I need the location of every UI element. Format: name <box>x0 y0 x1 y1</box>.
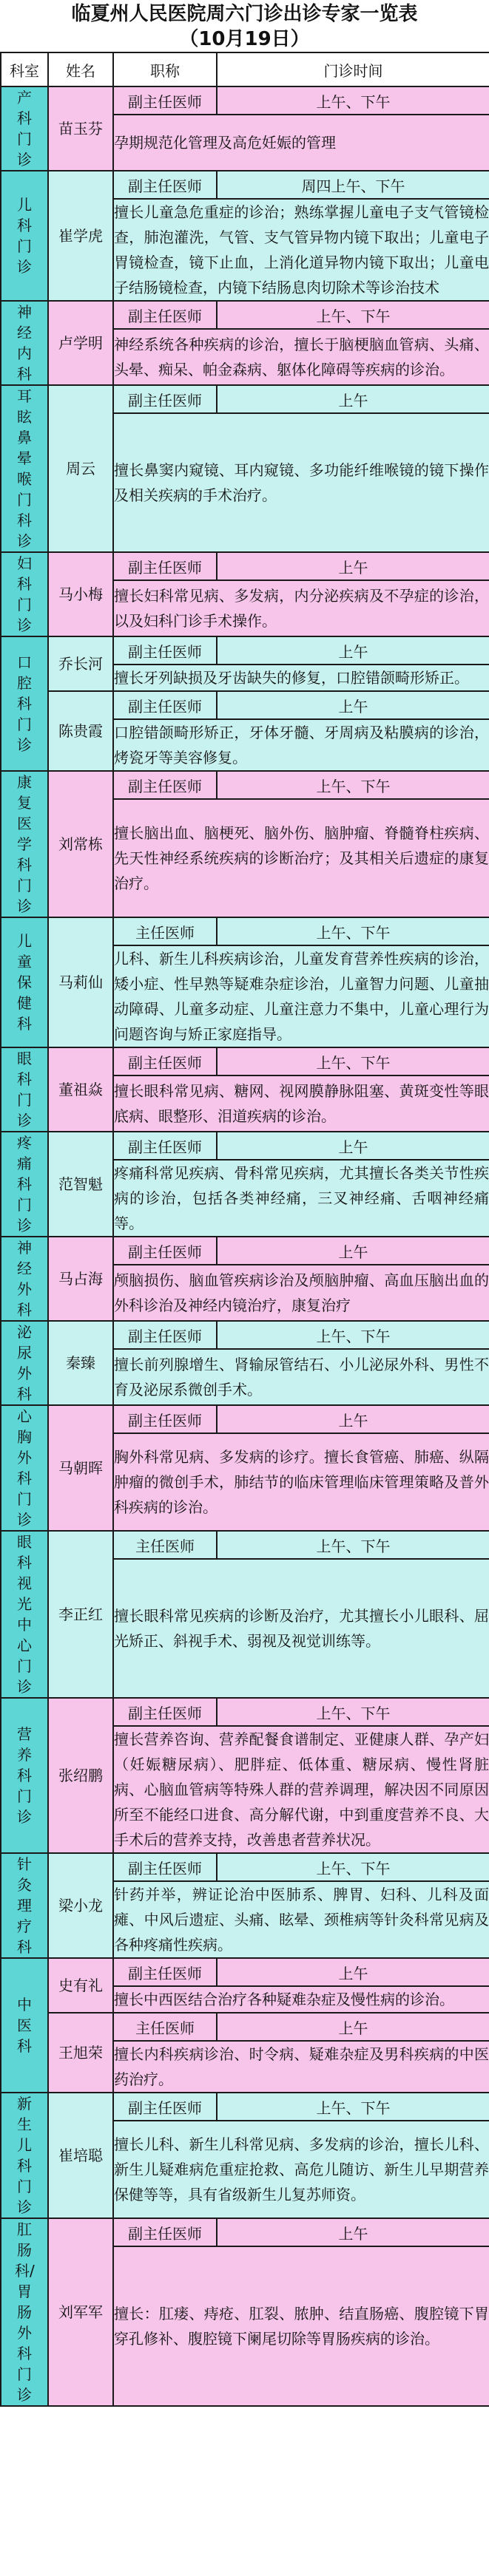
table-row <box>1 1531 489 1559</box>
doctor-title: 副主任医师 <box>113 2093 217 2121</box>
schedule-table <box>0 52 489 2407</box>
doctor-name: 秦臻 <box>48 1321 113 1405</box>
specialty-description: 擅长眼科常见病、糖网、视网膜静脉阻塞、黄斑变性等眼底病、眼整形、泪道疾病的诊治。 <box>113 1075 489 1132</box>
table-header-row <box>1 52 489 86</box>
dept-cell <box>1 1405 48 1531</box>
dept-cell <box>1 171 48 301</box>
dept-cell <box>1 1132 48 1237</box>
dept-label: 口腔科门诊 <box>17 653 32 754</box>
doctor-title: 副主任医师 <box>113 1321 217 1349</box>
dept-cell <box>1 1321 48 1405</box>
doctor-title: 副主任医师 <box>113 385 217 413</box>
doctor-title: 副主任医师 <box>113 1405 217 1433</box>
clinic-time: 上午 <box>217 691 489 719</box>
doctor-name: 马小梅 <box>48 552 113 636</box>
table-row <box>1 1853 489 1881</box>
dept-cell <box>1 552 48 636</box>
doctor-name: 马莉仙 <box>48 917 113 1047</box>
dept-label: 中医科 <box>17 1996 32 2055</box>
dept-label: 疼痛科门诊 <box>17 1134 32 1234</box>
doctor-name: 董祖焱 <box>48 1047 113 1132</box>
doctor-name: 王旭荣 <box>48 2013 113 2093</box>
table-row <box>1 771 489 799</box>
specialty-description: 儿科、新生儿科疾病诊治，儿童发育营养性疾病的诊治，矮小症、性早熟等疑难杂症诊治，儿童智力问题、儿童抽动障碍、儿童多动症、儿童注意力不集中，儿童心理行为问题咨询与矫正家庭指导。 <box>113 945 489 1047</box>
clinic-time: 上午 <box>217 552 489 580</box>
specialty-description: 神经系统各种疾病的诊治，擅长于脑梗脑血管病、头痛、头晕、痴呆、帕金森病、躯体化障碍等疾病的诊治。 <box>113 329 489 385</box>
specialty-description: 孕期规范化管理及高危妊娠的管理 <box>113 115 489 171</box>
doctor-name: 梁小龙 <box>48 1853 113 1958</box>
doctor-title: 副主任医师 <box>113 636 217 665</box>
col-header-dept: 科室 <box>1 52 48 86</box>
doctor-name: 刘军军 <box>48 2218 113 2406</box>
dept-label: 儿科门诊 <box>17 196 32 276</box>
doctor-name: 马占海 <box>48 1237 113 1321</box>
doctor-title: 副主任医师 <box>113 171 217 199</box>
table-row <box>1 2218 489 2246</box>
dept-label: 产科门诊 <box>17 89 32 169</box>
clinic-time: 上午 <box>217 1132 489 1160</box>
doctor-name: 刘常栋 <box>48 771 113 917</box>
doctor-title: 副主任医师 <box>113 552 217 580</box>
specialty-description: 擅长眼科常见疾病的诊断及治疗，尤其擅长小儿眼科、屈光矫正、斜视手术、弱视及视觉训练等。 <box>113 1559 489 1698</box>
dept-label: 眼科门诊 <box>17 1050 32 1129</box>
doctor-title: 副主任医师 <box>113 86 217 115</box>
specialty-description: 擅长妇科常见病、多发病，内分泌疾病及不孕症的诊治，以及妇科门诊手术操作。 <box>113 580 489 636</box>
table-row <box>1 2013 489 2041</box>
dept-label: 泌尿外科 <box>17 1323 32 1403</box>
clinic-time: 上午 <box>217 2013 489 2041</box>
table-row <box>1 1047 489 1075</box>
dept-cell <box>1 1531 48 1698</box>
table-row <box>1 917 489 945</box>
table-row <box>1 552 489 580</box>
dept-label: 针灸理疗科 <box>17 1855 32 1956</box>
specialty-description: 擅长儿科、新生儿科常见病、多发病的诊治，擅长儿科、新生儿疑难病危重症抢救、高危儿随访、新生儿早期营养保健等等，具有省级新生儿复苏师资。 <box>113 2121 489 2218</box>
specialty-description: 擅长牙列缺损及牙齿缺失的修复，口腔错颌畸形矫正。 <box>113 665 489 691</box>
col-header-name: 姓名 <box>48 52 113 86</box>
dept-label: 营养科门诊 <box>17 1725 32 1826</box>
doctor-name: 陈贵霞 <box>48 691 113 771</box>
page-title: 临夏州人民医院周六门诊出诊专家一览表 <box>71 3 418 25</box>
dept-cell <box>1 1853 48 1958</box>
dept-cell <box>1 86 48 171</box>
doctor-name: 崔培聪 <box>48 2093 113 2218</box>
dept-cell <box>1 2218 48 2406</box>
clinic-time: 上午 <box>217 1237 489 1265</box>
specialty-description: 擅长：肛瘘、痔疮、肛裂、脓肿、结直肠癌、腹腔镜下胃穿孔修补、腹腔镜下阑尾切除等胃肠疾病的诊治。 <box>113 2246 489 2406</box>
clinic-time: 上午 <box>217 1405 489 1433</box>
table-row <box>1 1698 489 1726</box>
specialty-description: 颅脑损伤、脑血管疾病诊治及颅脑肿瘤、高血压脑出血的外科诊治及神经内镜治疗，康复治疗 <box>113 1265 489 1321</box>
table-row <box>1 1405 489 1433</box>
specialty-description: 口腔错颌畸形矫正，牙体牙髓、牙周病及粘膜病的诊治，烤瓷牙等美容修复。 <box>113 719 489 771</box>
doctor-name: 张绍鹏 <box>48 1698 113 1853</box>
doctor-name: 周云 <box>48 385 113 552</box>
doctor-title: 副主任医师 <box>113 1047 217 1075</box>
doctor-title: 副主任医师 <box>113 771 217 799</box>
dept-cell <box>1 636 48 771</box>
doctor-title: 副主任医师 <box>113 301 217 329</box>
clinic-time: 周四上午、下午 <box>217 171 489 199</box>
col-header-time: 门诊时间 <box>217 52 489 86</box>
clinic-time: 上午、下午 <box>217 917 489 945</box>
dept-cell <box>1 771 48 917</box>
doctor-name: 苗玉芬 <box>48 86 113 171</box>
table-row <box>1 1237 489 1265</box>
clinic-time: 上午 <box>217 636 489 665</box>
clinic-time: 上午、下午 <box>217 1047 489 1075</box>
clinic-time: 上午、下午 <box>217 2093 489 2121</box>
dept-label: 肛肠科/胃肠外科门诊 <box>15 2220 35 2404</box>
dept-cell <box>1 1047 48 1132</box>
table-row <box>1 1958 489 1986</box>
clinic-time: 上午、下午 <box>217 301 489 329</box>
clinic-time: 上午、下午 <box>217 1321 489 1349</box>
doctor-name: 范智魁 <box>48 1132 113 1237</box>
dept-cell <box>1 1958 48 2093</box>
doctor-title: 副主任医师 <box>113 1853 217 1881</box>
doctor-title: 主任医师 <box>113 917 217 945</box>
dept-label: 心胸外科门诊 <box>17 1407 32 1529</box>
specialty-description: 针药并举，辨证论治中医肺系、脾胃、妇科、儿科及面瘫、中风后遗症、头痛、眩晕、颈椎病等针灸科常见病及各种疼痛性疾病。 <box>113 1881 489 1958</box>
doctor-title: 副主任医师 <box>113 1698 217 1726</box>
dept-cell <box>1 1237 48 1321</box>
dept-label: 新生儿科门诊 <box>17 2095 32 2216</box>
clinic-time: 上午 <box>217 2218 489 2246</box>
doctor-title: 主任医师 <box>113 2013 217 2041</box>
specialty-description: 擅长内科疾病诊治、时令病、疑难杂症及男科疾病的中医药治疗。 <box>113 2041 489 2093</box>
dept-label: 神经内科 <box>17 303 32 383</box>
dept-label: 眼科视光中心门诊 <box>17 1533 32 1696</box>
doctor-title: 副主任医师 <box>113 1132 217 1160</box>
specialty-description: 擅长中西医结合治疗各种疑难杂症及慢性病的诊治。 <box>113 1986 489 2013</box>
clinic-time: 上午、下午 <box>217 86 489 115</box>
doctor-name: 卢学明 <box>48 301 113 385</box>
specialty-description: 擅长儿童急危重症的诊治；熟练掌握儿童电子支气管镜检查，肺泡灌洗，气管、支气管异物内镜下取出；儿童电子胃镜检查，镜下止血，上消化道异物内镜下取出；儿童电子结肠镜检查，内镜下结肠息肉切除术等诊治技术 <box>113 199 489 301</box>
doctor-title: 副主任医师 <box>113 2218 217 2246</box>
dept-cell <box>1 301 48 385</box>
doctor-title: 副主任医师 <box>113 691 217 719</box>
clinic-time: 上午、下午 <box>217 771 489 799</box>
doctor-name: 乔长河 <box>48 636 113 691</box>
table-row <box>1 691 489 719</box>
doctor-title: 主任医师 <box>113 1531 217 1559</box>
page-date: （10月19日） <box>179 28 310 50</box>
dept-cell <box>1 1698 48 1853</box>
clinic-time: 上午 <box>217 385 489 413</box>
specialty-description: 擅长脑出血、脑梗死、脑外伤、脑肿瘤、脊髓脊柱疾病、先天性神经系统疾病的诊断治疗；及其相关后遗症的康复治疗。 <box>113 799 489 917</box>
doctor-title: 副主任医师 <box>113 1237 217 1265</box>
dept-cell <box>1 2093 48 2218</box>
table-row <box>1 171 489 199</box>
doctor-name: 马朝晖 <box>48 1405 113 1531</box>
col-header-title: 职称 <box>113 52 217 86</box>
table-row <box>1 86 489 115</box>
dept-label: 康复医学科门诊 <box>17 773 32 915</box>
table-row <box>1 2093 489 2121</box>
doctor-name: 李正红 <box>48 1531 113 1698</box>
doctor-title: 副主任医师 <box>113 1958 217 1986</box>
table-row <box>1 301 489 329</box>
table-row <box>1 385 489 413</box>
dept-cell <box>1 917 48 1047</box>
specialty-description: 胸外科常见病、多发病的诊疗。擅长食管癌、肺癌、纵隔肿瘤的微创手术，肺结节的临床管理临床管理策略及普外科疾病的诊治。 <box>113 1433 489 1531</box>
clinic-time: 上午、下午 <box>217 1853 489 1881</box>
dept-label: 耳眩鼻晕喉门科诊 <box>17 387 32 550</box>
doctor-name: 史有礼 <box>48 1958 113 2013</box>
specialty-description: 擅长前列腺增生、肾输尿管结石、小儿泌尿外科、男性不育及泌尿系微创手术。 <box>113 1349 489 1405</box>
clinic-time: 上午 <box>217 1958 489 1986</box>
table-row <box>1 636 489 665</box>
specialty-description: 疼痛科常见疾病、骨科常见疾病，尤其擅长各类关节性疾病的诊治，包括各类神经痛，三叉神经痛、舌咽神经痛等。 <box>113 1160 489 1237</box>
page-header <box>0 0 489 52</box>
table-row <box>1 1321 489 1349</box>
clinic-time: 上午、下午 <box>217 1531 489 1559</box>
dept-label: 妇科门诊 <box>17 554 32 634</box>
table-row <box>1 1132 489 1160</box>
dept-label: 儿童保健科 <box>17 932 32 1033</box>
dept-label: 神经外科 <box>17 1239 32 1319</box>
specialty-description: 擅长鼻窦内窥镜、耳内窥镜、多功能纤维喉镜的镜下操作及相关疾病的手术治疗。 <box>113 413 489 552</box>
dept-cell <box>1 385 48 552</box>
doctor-name: 崔学虎 <box>48 171 113 301</box>
clinic-time: 上午、下午 <box>217 1698 489 1726</box>
specialty-description: 擅长营养咨询、营养配餐食谱制定、亚健康人群、孕产妇（妊娠糖尿病）、肥胖症、低体重、糖尿病、慢性肾脏病、心脑血管病等特殊人群的营养调理，解决因不同原因所至不能经口进食、高分解代谢，中到重度营养不良、大手术后的营养支持，改善患者营养状况。 <box>113 1726 489 1853</box>
